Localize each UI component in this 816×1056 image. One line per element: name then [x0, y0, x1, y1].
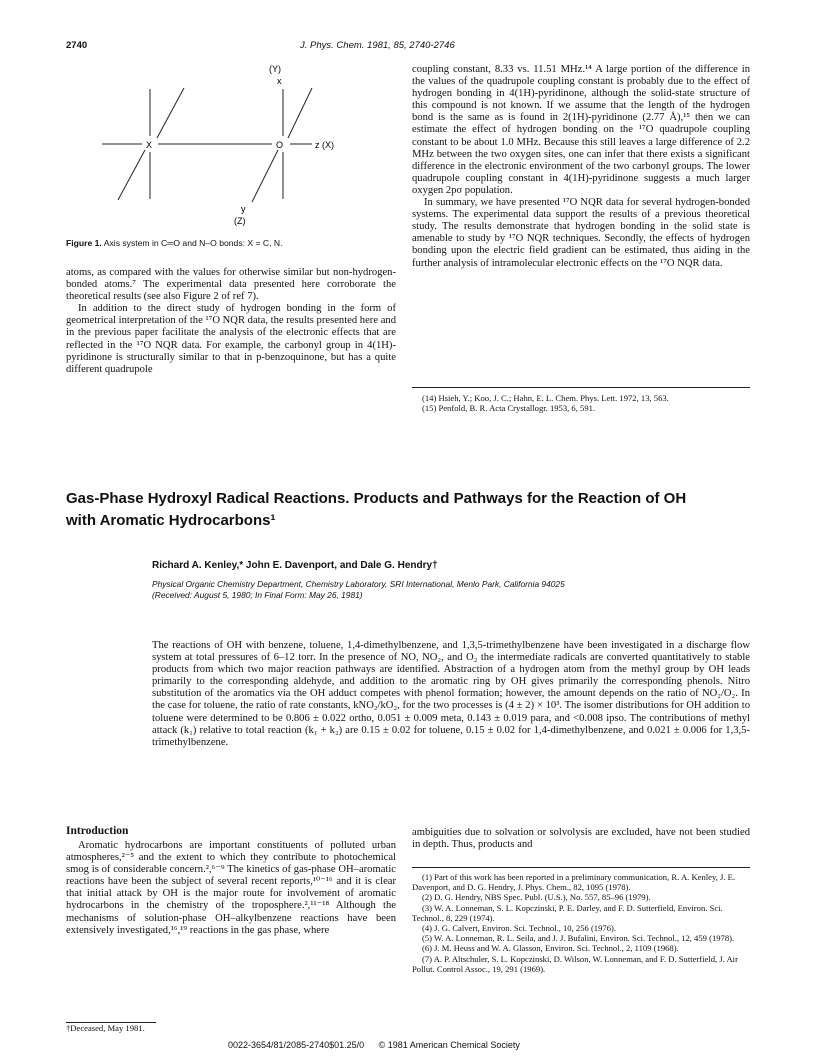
introduction-left-column [66, 840, 396, 937]
footer-code: 0022-3654/81/2085-2740$01.25/0 [228, 1040, 365, 1050]
x-atom-diagonal-bottom [118, 150, 145, 200]
z-paren-label: (Z) [234, 216, 246, 226]
introduction-heading: Introduction [66, 825, 129, 837]
paragraph: Aromatic hydrocarbons are important constituents of polluted urban atmospheres,²⁻⁵ and the extent to which they contribute to photochemical smog is of considerable concern.²,⁶⁻⁹ The kinetics of gas-phase OH–aromatic reactions have been the subject of several recent reports,¹⁰⁻¹⁶ and it is clear that initial attack by OH is the major route for involvement of aromatic hydrocarbons in the chemistry of the troposphere.²,¹¹⁻¹⁸ Although the mechanisms of solution-phase OH–alkylbenzene reactions have been extensively investigated,¹⁶,¹⁹ reactions in the gas phase, where [66, 840, 396, 936]
footnote-divider [412, 867, 750, 868]
received-dates: (Received: August 5, 1980; In Final Form: May 26, 1981) [152, 590, 363, 600]
article-affiliation [152, 579, 732, 601]
footnotes [412, 872, 750, 974]
article-authors: Richard A. Kenley,* John E. Davenport, and Dale G. Hendry† [152, 560, 438, 571]
abstract: The reactions of OH with benzene, toluene, 1,4-dimethylbenzene, and 1,3,5-trimethylbenzene have been investigated in a discharge flow system at total pressures of 6–12 torr. In the presence of NO, NO₂, and O₂ the intermediate radicals are converted quantitatively to stable products from which two major reaction pathways are identified. Abstraction of a hydrogen atom from the methyl group by OH leads primarily to the corresponding aldehyde, and addition to the aromatic ring by OH gives primarily the corresponding phenols. Nitro substitution of the aromatics via the OH adduct competes with phenol formation; however, the amount depends on the ratio of NO₂/O₂. In the case for toluene, the ratio of rate constants, kNO₂/kO₂, for the two processes is (4 ± 2) × 10³. The isomer distributions for OH addition to toluene were determined to be 0.806 ± 0.022 ortho, 0.051 ± 0.009 meta, 0.143 ± 0.019 para, and <0.008 ipso. The contributions of methyl attack (k₁) relative to total reaction (k₁ + k₂) are 0.15 ± 0.02 for toluene, 0.15 ± 0.02 for 1,4-dimethylbenzene, and 0.021 ± 0.006 for 1,3,5-trimethylbenzene. [152, 640, 750, 748]
footnote-item: (3) W. A. Lonneman, S. L. Kopczinski, P. E. Darley, and F. D. Sutterfield, Environ. Sci. Technol., 8, 229 (1974). [412, 902, 723, 923]
affiliation-text: Physical Organic Chemistry Department, Chemistry Laboratory, SRI International, Menlo Park, California 94025 [152, 579, 565, 589]
page-footer [228, 1040, 520, 1050]
left-column-continuation [66, 267, 396, 376]
footnote-item: (1) Part of this work has been reported in a preliminary communication, R. A. Kenley, J. E. Davenport, and D. G. Hendry, J. Phys. Chem., 82, 1095 (1978). [412, 872, 736, 893]
deceased-note: †Deceased, May 1981. [66, 1023, 145, 1033]
paragraph: In addition to the direct study of hydrogen bonding in the form of geometrical interpretation of the ¹⁷O NQR data, the results presented here and in the previous paper facilitate the analysis of the electronic effects that are reflected in the ¹⁷O NQR data. For example, the carbonyl group in 4(1H)-pyridinone is structurally similar to that in p-benzoquinone, but has a quite different quadrupole [66, 303, 396, 375]
article-title [66, 488, 756, 532]
page-number: 2740 [66, 40, 88, 51]
right-column-continuation [412, 64, 750, 270]
y-paren-label: (Y) [269, 64, 281, 74]
o-atom-label: O [276, 140, 284, 150]
footnote-item: (5) W. A. Lonneman, R. L. Seila, and J. J. Bufalini, Environ. Sci. Technol., 12, 459 (1978). [422, 933, 735, 944]
paragraph: atoms, as compared with the values for otherwise similar but non-hydrogen-bonded atoms.⁷ The experimental data presented here corroborate the theoretical results (see also Figure 2 of ref 7). [66, 267, 396, 303]
article-title-line2: with Aromatic Hydrocarbons¹ [66, 512, 276, 529]
x-atom-label: X [146, 140, 153, 150]
footnote-item: (4) J. G. Calvert, Environ. Sci. Technol., 10, 256 (1976). [422, 923, 617, 934]
footnote-item: (7) A. P. Altschuler, S. L. Kopczinski, D. Wilson, W. Lonneman, and F. D. Sutterfield, J. Air Pollut. Control Assoc., 19, 291 (1969). [412, 953, 738, 974]
reference-divider [412, 387, 750, 388]
footnote-item: (2) D. G. Hendry, NBS Spec. Publ. (U.S.), No. 557, 85–96 (1979). [422, 892, 651, 903]
o-atom-diagonal-bottom [252, 150, 278, 202]
y-bottom-label: y [241, 204, 246, 214]
paragraph: ambiguities due to solvation or solvolysis are excluded, have not been studied in depth. Thus, products and [412, 827, 750, 851]
figure-caption [66, 238, 396, 248]
x-top-label: x [277, 76, 282, 86]
article-title-line1: Gas-Phase Hydroxyl Radical Reactions. Products and Pathways for the Reaction of OH [66, 490, 687, 507]
running-head: J. Phys. Chem. 1981, 85, 2740-2746 [300, 40, 455, 51]
x-atom-diagonal-top [157, 88, 184, 138]
top-references [412, 393, 750, 413]
axis-diagram [62, 62, 392, 252]
reference-item: (14) Hsieh, Y.; Koo, J. C.; Hahn, E. L. Chem. Phys. Lett. 1972, 13, 563. [422, 393, 669, 403]
figure-caption-text: Axis system in C═O and N–O bonds: X = C, N. [103, 238, 283, 248]
paragraph: In summary, we have presented ¹⁷O NQR data for several hydrogen-bonded systems. The experimental data support the results of a previous theoretical study. The results demonstrate that hydrogen bonding in the solid state is amenable to study by ¹⁷O NQR techniques. Secondly, the effects of hydrogen bonding upon the electric field gradient can be estimated, thus aiding in the further analysis of intramolecular electronic effects on the ¹⁷O NQR data. [412, 197, 750, 269]
z-axis-label: z (X) [315, 140, 334, 150]
footnote-item: (6) J. M. Heuss and W. A. Glasson, Environ. Sci. Technol., 2, 1109 (1968). [422, 943, 679, 954]
figure-1 [62, 62, 392, 252]
introduction-right-column [412, 827, 750, 851]
footer-copyright: © 1981 American Chemical Society [378, 1040, 520, 1050]
reference-item: (15) Penfold, B. R. Acta Crystallogr. 1953, 6, 591. [422, 403, 596, 414]
paragraph: coupling constant, 8.33 vs. 11.51 MHz.¹⁴ A large portion of the difference in the values of the quadrupole coupling constant is probably due to the effect of hydrogen bonding in 4(1H)-pyridinone, although the solid-state structure of this compound is not known. If we assume that the length of the hydrogen bond is the same as is found in 2(1H)-pyridinone (2.77 Å),¹⁵ then we can estimate the effect of hydrogen bonding on the ¹⁷O quadrupole coupling constant to be about 1.0 MHz. Because this still leaves a large difference of 2.2 MHz between the two oxygen sites, one can infer that there exists a significant difference in the electronic environment of the two carbonyl groups. The lower quadrupole coupling constant in 4(1H)-pyridinone suggests a much larger oxygen 2pσ population. [412, 64, 750, 196]
o-atom-diagonal-top [288, 88, 312, 138]
figure-caption-label: Figure 1. [66, 238, 102, 248]
